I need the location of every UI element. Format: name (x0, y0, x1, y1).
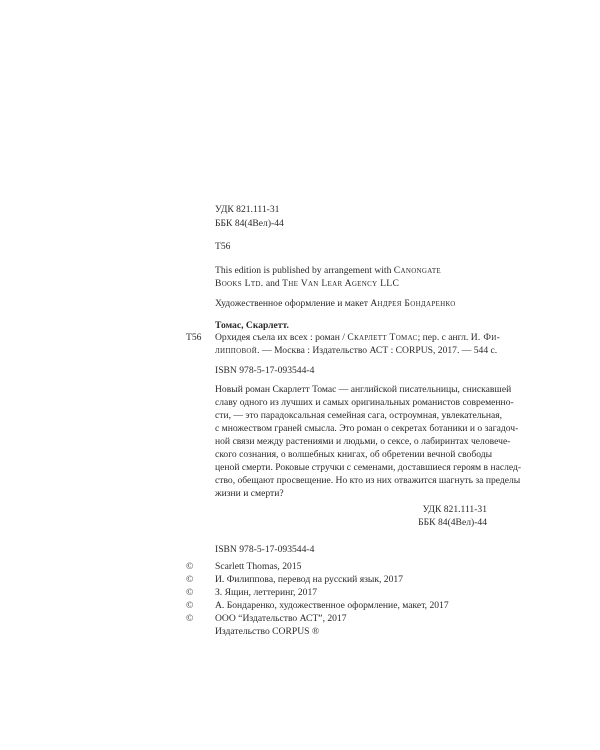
annotation-line: с множеством граней смысла. Это роман о секретах ботаники и о загадоч- (215, 423, 519, 434)
design-credit-text: Художественное оформление и макет (215, 298, 371, 309)
udk-top: УДК 821.111-31 (215, 204, 280, 215)
biblio-imprint: . — Москва : Издательство АСТ : CORPUS, 2017. — 544 с. (257, 345, 498, 356)
biblio-translator-a: И. Фи- (470, 332, 501, 343)
annotation-line: славу одного из лучших и самых оригинальных романистов современно- (215, 397, 514, 408)
design-credit (215, 297, 456, 310)
biblio-line-1 (215, 331, 500, 344)
copyright-text: З. Ящин, леттеринг, 2017 (215, 587, 318, 598)
copyright-symbol: © (186, 600, 194, 611)
annotation (215, 383, 522, 500)
annotation-line: ной связи между растениями и людьми, о сексе, о лабиринтах человече- (215, 436, 511, 447)
annotation-line: ценой смерти. Роковые стручки с семенами, доставшиеся героям в наслед- (215, 462, 522, 473)
publisher-line: Издательство CORPUS ® (215, 626, 320, 637)
copyright-symbol: © (186, 613, 194, 624)
biblio-author: Томас, Скарлетт. (215, 320, 289, 331)
annotation-line: ского сознания, о волшебных книгах, об обретении вечной свободы (215, 449, 493, 460)
bbk-top: ББК 84(4Вел)-44 (215, 218, 284, 229)
copyright-symbol: © (186, 561, 194, 572)
copyright-symbol: © (186, 587, 194, 598)
annotation-line: сти, — это парадоксальная семейная сага, остроумная, увлекательная, (215, 410, 503, 421)
edition-line-1 (215, 264, 441, 277)
bbk-bottom: ББК 84(4Вел)-44 (418, 517, 487, 528)
biblio-isbn: ISBN 978-5-17-093544-4 (215, 365, 315, 376)
edition-and: and (263, 278, 283, 289)
edition-books-ltd: Books Ltd. (215, 278, 264, 289)
design-credit-name: Андрея Бондаренко (370, 298, 456, 309)
biblio-line-2 (215, 344, 497, 357)
copyright-symbol: © (186, 574, 194, 585)
copyright-text: ООО “Издательство АСТ”, 2017 (215, 613, 347, 624)
annotation-line: ство, обещают просвещение. Но кто из них отважится шагнуть за пределы (215, 475, 521, 486)
copyright-text: Scarlett Thomas, 2015 (215, 561, 302, 572)
biblio-title: Орхидея съела их всех : роман / (215, 332, 348, 343)
isbn-bottom: ISBN 978-5-17-093544-4 (215, 544, 315, 555)
biblio-translation: ; пер. с англ. (417, 332, 471, 343)
edition-canongate: Canongate (393, 265, 442, 276)
annotation-line: жизни и смерти? (215, 488, 284, 499)
edition-agency: The Van Lear Agency LLC (282, 278, 400, 289)
copyright-text: А. Бондаренко, художественное оформление, макет, 2017 (215, 600, 449, 611)
biblio-mark: Т56 (186, 332, 202, 343)
annotation-line: Новый роман Скарлетт Томас — английской писательницы, снискавшей (215, 384, 512, 395)
edition-line-2 (215, 277, 399, 290)
author-mark-top: Т56 (215, 241, 231, 252)
edition-line-1-text: This edition is published by arrangement with (215, 265, 394, 276)
biblio-author-sc: Скарлетт Томас (347, 332, 418, 343)
copyright-text: И. Филиппова, перевод на русский язык, 2017 (215, 574, 403, 585)
biblio-translator-b: липповой (215, 345, 258, 356)
udk-bottom: УДК 821.111-31 (422, 504, 487, 515)
